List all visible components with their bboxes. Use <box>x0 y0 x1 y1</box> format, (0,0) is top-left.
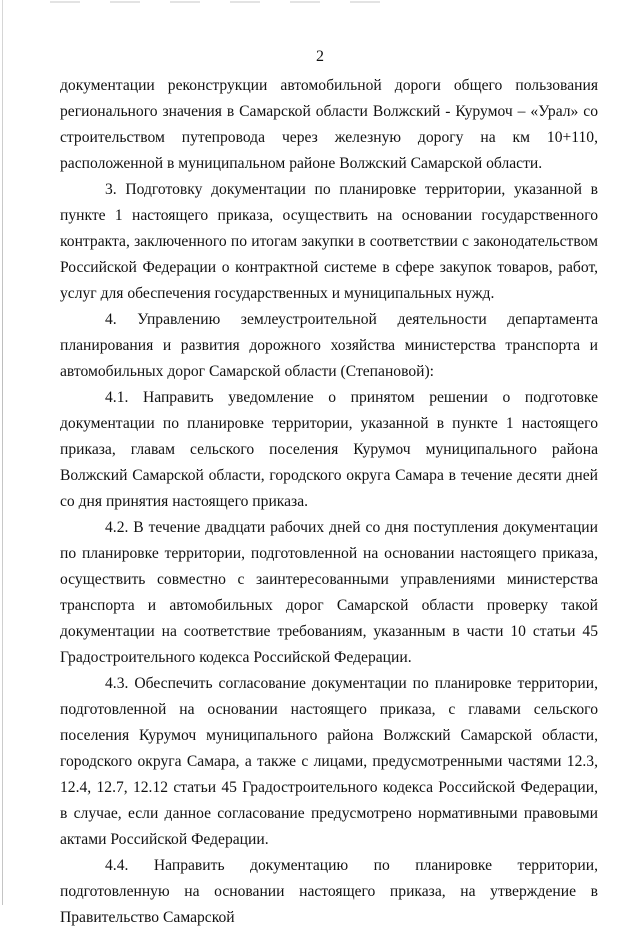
paragraph-item-4-3: 4.3. Обеспечить согласование документации по планировке территории, подготовленной на основании настоящего приказа, с главами сельского поселения Курумоч муниципального района Волжский Самарской области, городского округа Самара, а также с лицами, предусмотренными частями 12.3, 12.4, 12.7, 12.12 статьи 45 Градостроительного кодекса Российской Федерации, в случае, если данное согласование предусмотрено нормативными правовыми актами Российской Федерации. <box>60 675 598 848</box>
paragraph-item-4: 4. Управлению землеустроительной деятельности департамента планирования и развития дорожного хозяйства министерства транспорта и автомобильных дорог Самарской области (Степановой): <box>60 311 598 380</box>
document-body <box>60 73 598 931</box>
paragraph-item-4-1: 4.1. Направить уведомление о принятом решении о подготовке документации по планировке территории, указанной в пункте 1 настоящего приказа, главам сельского поселения Курумоч муниципального района Волжский Самарской области, городского округа Самара в течение десяти дней со дня принятия настоящего приказа. <box>60 389 598 510</box>
paragraph-item-4-4: 4.4. Направить документацию по планировке территории, подготовленную на основании настоящего приказа, на утверждение в Правительство Самарской <box>60 857 598 926</box>
page-number: 2 <box>316 48 324 65</box>
paragraph-item-3: 3. Подготовку документации по планировке территории, указанной в пункте 1 настоящего приказа, осуществить на основании государственного контракта, заключенного по итогам закупки в соответствии с законодательством Российской Федерации о контрактной системе в сфере закупок товаров, работ, услуг для обеспечения государственных и муниципальных нужд. <box>60 181 598 302</box>
paragraph-continuation: документации реконструкции автомобильной дороги общего пользования регионального значения в Самарской области Волжский - Курумоч – «Урал» со строительством путепровода через железную дорогу на км 10+110, расположенной в муниципальном районе Волжский Самарской области. <box>60 77 598 172</box>
paragraph-item-4-2: 4.2. В течение двадцати рабочих дней со дня поступления документации по планировке территории, подготовленной на основании настоящего приказа, осуществить совместно с заинтересованными управлениями министерства транспорта и автомобильных дорог Самарской области проверку такой документации на соответствие требованиям, указанным в части 10 статьи 45 Градостроительного кодекса Российской Федерации. <box>60 519 598 666</box>
scan-artifact <box>50 1 380 3</box>
scan-edge <box>2 0 3 905</box>
